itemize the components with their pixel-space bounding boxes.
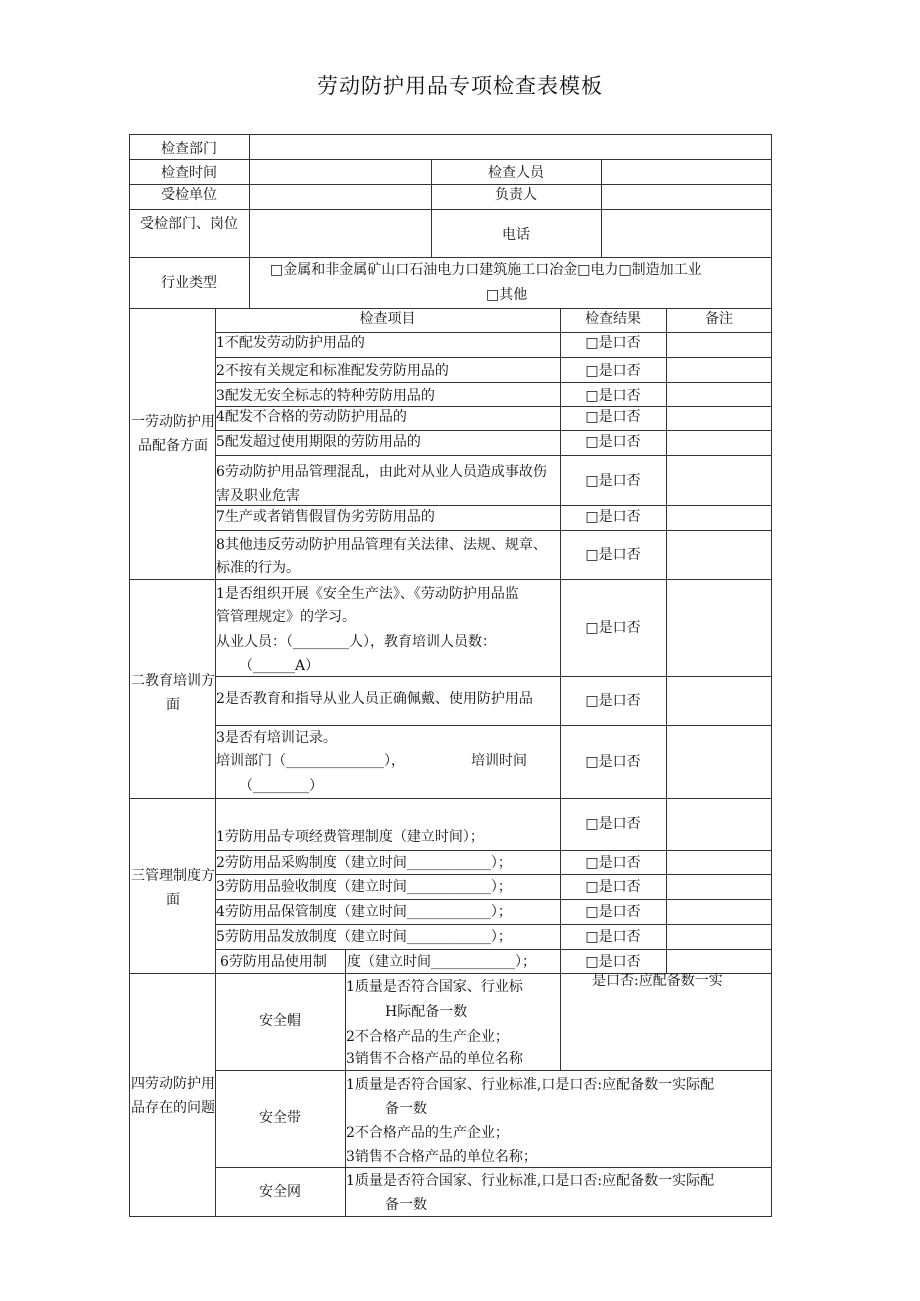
result-checkbox[interactable]: □是口否 — [585, 620, 641, 636]
industry-options: □金属和非金属矿山口石油电力口建筑施工口冶金□电力□制造加工业 — [270, 262, 702, 278]
leader-label: 负责人 — [495, 187, 537, 203]
post-label: 受检部门、岗位 — [140, 216, 238, 232]
list-item: 4配发不合格的劳动防护用品的 — [216, 409, 407, 425]
list-item: 2不按有关规定和标准配发劳防用品的 — [216, 363, 449, 379]
list-item: 1质量是否符合国家、行业标 — [346, 979, 523, 995]
row-line — [215, 1167, 772, 1168]
list-item: H际配备一数 — [385, 1004, 468, 1020]
row-line — [215, 455, 772, 456]
col-line — [345, 949, 346, 973]
row-line — [129, 209, 772, 210]
result-checkbox[interactable]: □是口否 — [585, 693, 641, 709]
section2-name: 二教育培训方面 — [131, 673, 215, 713]
list-item: 1是否组织开展《安全生产法》、《劳动防护用品监 — [216, 586, 519, 602]
result-checkbox[interactable]: □是口否 — [585, 409, 641, 425]
list-item: 1不配发劳动防护用品的 — [216, 335, 365, 351]
row-line — [215, 850, 772, 851]
list-item: 3配发无安全标志的特种劳防用品的 — [216, 388, 435, 404]
section4-name: 四劳动防护用品存在的问题 — [131, 1076, 215, 1116]
list-item: 1质量是否符合国家、行业标准,口是口否:应配备数一实际配 — [346, 1173, 715, 1189]
list-item: 培训部门（______________）， — [216, 753, 405, 769]
list-item: 培训时间 — [471, 753, 527, 769]
net-label: 安全网 — [259, 1184, 301, 1200]
row-line — [129, 159, 772, 160]
row-line — [215, 357, 772, 358]
col-header-item: 检查项目 — [359, 311, 416, 327]
result-checkbox[interactable]: □是口否 — [585, 855, 641, 871]
result-checkbox[interactable]: □是口否 — [585, 904, 641, 920]
list-item: 度（建立时间____________）； — [347, 954, 536, 970]
list-item: 2不合格产品的生产企业； — [346, 1029, 509, 1045]
result-checkbox[interactable]: □是口否 — [585, 363, 641, 379]
time-label: 检查时间 — [161, 165, 217, 181]
page-title: 劳动防护用品专项检查表模板 — [317, 74, 603, 98]
row-line — [215, 430, 772, 431]
result-checkbox[interactable]: □是口否 — [585, 473, 641, 489]
table-border-bottom — [129, 1216, 772, 1217]
col-line — [666, 308, 667, 973]
list-item: 6劳动防护用品管理混乱，由此对从业人员造成事故伤害及职业危害 — [216, 464, 547, 504]
list-item: 备一数 — [385, 1101, 427, 1117]
dept-label: 检查部门 — [161, 141, 217, 157]
row-line — [215, 1070, 772, 1071]
helmet-result[interactable]: 是口否:应配备数一实 — [592, 973, 723, 989]
list-item: （______A） — [239, 658, 320, 674]
col-header-result: 检查结果 — [585, 311, 641, 327]
col-line — [560, 973, 561, 1070]
list-item: 备一数 — [385, 1197, 427, 1213]
industry-label: 行业类型 — [161, 275, 217, 291]
list-item: 2劳防用品采购制度（建立时间____________）； — [216, 855, 512, 871]
row-line — [215, 874, 772, 875]
industry-other: □其他 — [486, 287, 528, 303]
list-item: 从业人员：（________人），教育培训人员数： — [216, 634, 496, 650]
list-item: 7生产或者销售假冒伪劣劳防用品的 — [216, 509, 435, 525]
list-item: 1劳防用品专项经费管理制度（建立时间）； — [216, 829, 484, 845]
result-checkbox[interactable]: □是口否 — [585, 879, 641, 895]
list-item: 2是否教育和指导从业人员正确佩戴、使用防护用品 — [216, 691, 533, 707]
result-checkbox[interactable]: □是口否 — [585, 954, 641, 970]
list-item: 8其他违反劳动防护用品管理有关法律、法规、规章、标准的行为。 — [216, 537, 547, 576]
list-item: 3劳防用品验收制度（建立时间____________）； — [216, 879, 512, 895]
col-line — [601, 159, 602, 257]
row-line — [129, 798, 772, 799]
list-item: 1质量是否符合国家、行业标准,口是口否:应配备数一实际配 — [346, 1077, 715, 1093]
list-item: 5劳防用品发放制度（建立时间____________）； — [216, 929, 512, 945]
col-line — [249, 134, 250, 308]
list-item: 3销售不合格产品的单位名称； — [346, 1149, 537, 1165]
result-checkbox[interactable]: □是口否 — [585, 388, 641, 404]
result-checkbox[interactable]: □是口否 — [585, 547, 641, 563]
list-item: 3销售不合格产品的单位名称 — [346, 1051, 523, 1067]
row-line — [215, 382, 772, 383]
table-border-left — [129, 134, 130, 1217]
col-header-note: 备注 — [705, 311, 733, 327]
helmet-label: 安全帽 — [259, 1013, 301, 1029]
row-line — [215, 676, 772, 677]
section1-name: 一劳动防护用品配备方面 — [131, 414, 215, 454]
result-checkbox[interactable]: □是口否 — [585, 434, 641, 450]
table-border-right — [771, 134, 772, 1217]
result-checkbox[interactable]: □是口否 — [585, 816, 641, 832]
row-line — [215, 899, 772, 900]
list-item: 3是否有培训记录。 — [216, 730, 337, 746]
section3-name: 三管理制度方面 — [131, 868, 215, 908]
row-line — [215, 530, 772, 531]
inspector-label: 检查人员 — [488, 165, 544, 181]
unit-label: 受检单位 — [161, 187, 217, 203]
list-item: 5配发超过使用期限的劳防用品的 — [216, 434, 421, 450]
belt-label: 安全带 — [259, 1110, 301, 1126]
row-line — [129, 257, 772, 258]
row-line — [215, 924, 772, 925]
result-checkbox[interactable]: □是口否 — [585, 335, 641, 351]
phone-label: 电话 — [502, 227, 530, 243]
list-item: 2不合格产品的生产企业； — [346, 1125, 509, 1141]
result-checkbox[interactable]: □是口否 — [585, 509, 641, 525]
list-item: （________） — [239, 778, 323, 794]
list-item: 6劳防用品使用制 — [220, 954, 327, 970]
result-checkbox[interactable]: □是口否 — [585, 754, 641, 770]
inspection-table — [129, 134, 772, 1217]
table-border-top — [129, 134, 772, 135]
result-checkbox[interactable]: □是口否 — [585, 929, 641, 945]
list-item: 4劳防用品保管制度（建立时间____________）； — [216, 904, 512, 920]
list-item: 管管理规定》的学习。 — [216, 609, 356, 625]
row-line — [215, 725, 772, 726]
row-line — [215, 949, 772, 950]
